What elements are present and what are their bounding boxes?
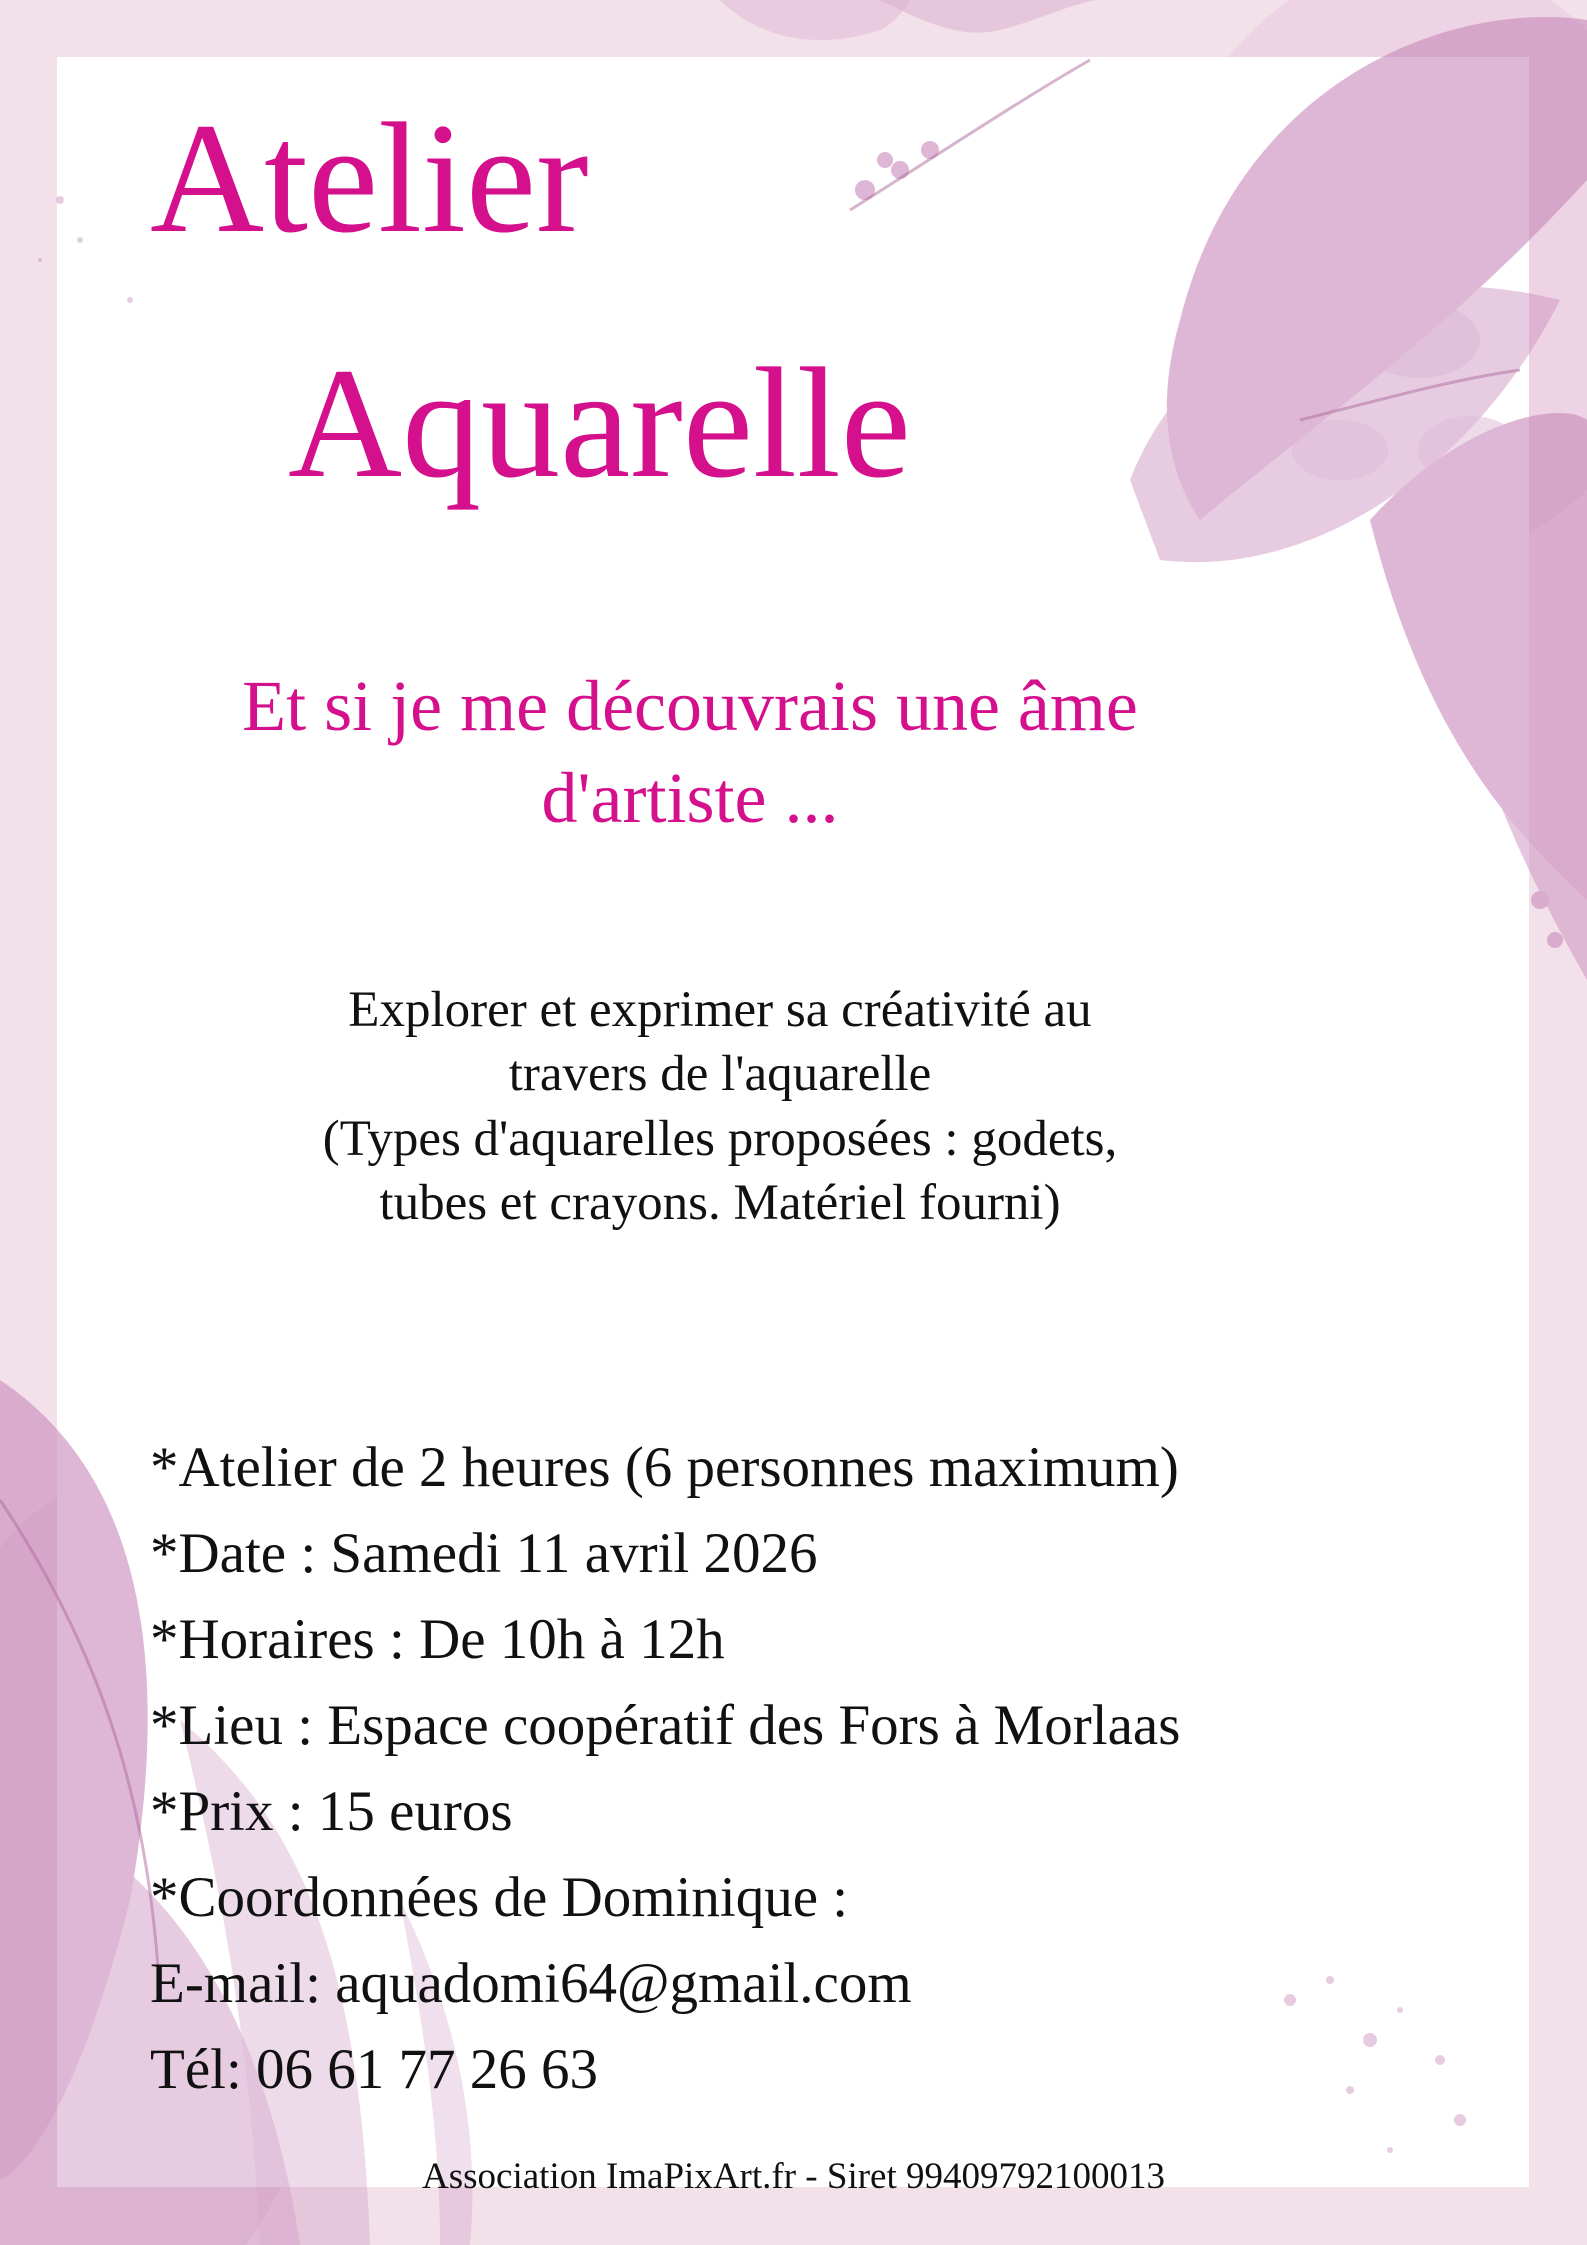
title-line-1: Atelier bbox=[150, 91, 589, 266]
intro-line: Explorer et exprimer sa créativité au bbox=[348, 982, 1092, 1038]
detail-email: E-mail: aquadomi64@gmail.com bbox=[150, 1952, 912, 2015]
tagline-line: d'artiste ... bbox=[541, 758, 839, 839]
detail-date: *Date : Samedi 11 avril 2026 bbox=[150, 1522, 818, 1585]
detail-contact-heading: *Coordonnées de Dominique : bbox=[150, 1866, 849, 1929]
intro-paragraph bbox=[200, 978, 1240, 1235]
intro-line: travers de l'aquarelle bbox=[508, 1046, 932, 1103]
detail-location: *Lieu : Espace coopératif des Fors à Morlaas bbox=[150, 1694, 1181, 1757]
intro-line: tubes et crayons. Matériel fourni) bbox=[379, 1174, 1061, 1231]
tagline-line: Et si je me découvrais une âme bbox=[242, 666, 1138, 746]
intro-line: (Types d'aquarelles proposées : godets, bbox=[322, 1110, 1118, 1167]
detail-phone: Tél: 06 61 77 26 63 bbox=[150, 2038, 599, 2101]
detail-hours: *Horaires : De 10h à 12h bbox=[150, 1608, 725, 1671]
detail-price: *Prix : 15 euros bbox=[150, 1780, 513, 1843]
detail-duration: *Atelier de 2 heures (6 personnes maximum) bbox=[150, 1436, 1179, 1499]
tagline bbox=[80, 660, 1300, 844]
details-list bbox=[150, 1425, 1180, 2113]
title-line-2: Aquarelle bbox=[288, 336, 911, 511]
footer: Association ImaPixArt.fr - Siret 99409792100013 bbox=[422, 2156, 1165, 2197]
